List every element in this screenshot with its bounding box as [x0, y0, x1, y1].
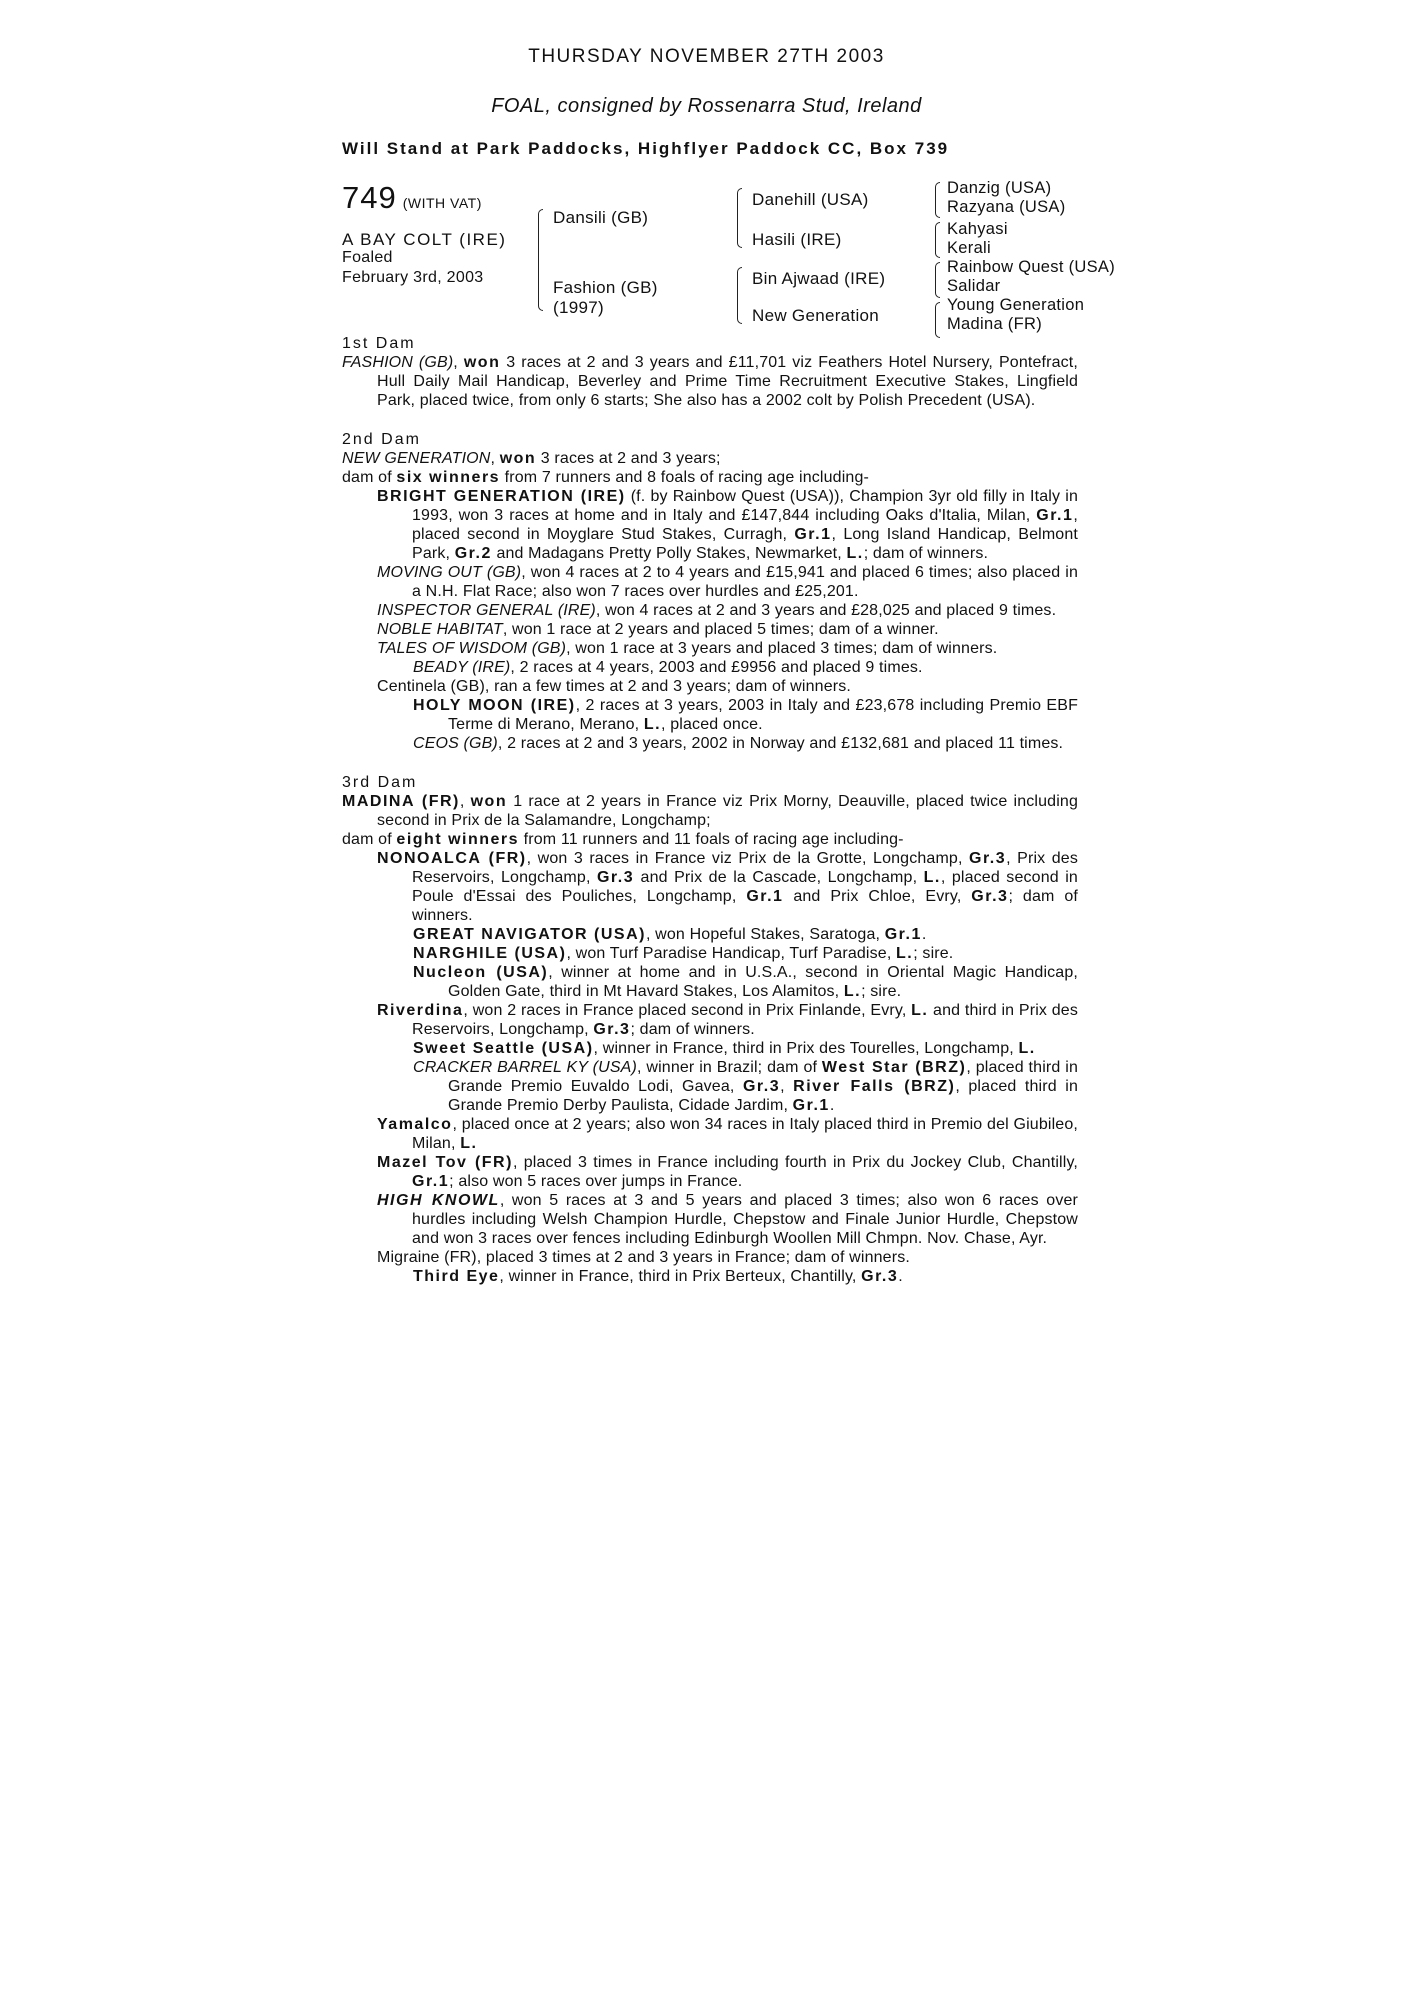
pedigree-sire-sire: Danehill (USA): [752, 190, 869, 209]
text-run: Gr.3: [596, 869, 635, 886]
pedigree-g4: Kerali: [947, 239, 991, 257]
dam-record: [413, 925, 1078, 944]
text-run: , placed once.: [661, 716, 763, 733]
text-run: CEOS (GB): [413, 735, 498, 752]
dam-record: [413, 658, 1078, 677]
text-run: from 7 runners and 8 foals of racing age including-: [500, 469, 869, 486]
text-run: , 2 races at 2 and 3 years, 2002 in Norway and £132,681 and placed 11 times.: [497, 735, 1064, 752]
text-run: West Star (BRZ): [821, 1059, 967, 1076]
text-run: Riverdina: [377, 1002, 464, 1019]
dam-record: [413, 734, 1078, 753]
lot-heading: [342, 180, 482, 216]
dam-record: [377, 1115, 1078, 1153]
foaled-label: Foaled: [342, 249, 393, 266]
dam-record: [342, 792, 1078, 830]
text-run: , placed second in Moyglare Stud Stakes, Curragh,: [412, 507, 1078, 543]
dam-record: [342, 468, 1078, 487]
dam-record: [342, 449, 1078, 468]
text-run: Mazel Tov (FR): [377, 1154, 513, 1171]
stand-location: Will Stand at Park Paddocks, Highflyer Paddock CC, Box 739: [342, 139, 950, 158]
text-run: and Prix de la Cascade, Longchamp,: [634, 869, 924, 886]
text-run: , won 2 races in France placed second in Prix Finlande, Evry,: [463, 1002, 912, 1019]
text-run: won: [499, 450, 537, 467]
dam-line-text: [342, 334, 1078, 1286]
text-run: L.: [1018, 1040, 1036, 1057]
dam-record: [377, 487, 1078, 563]
text-run: INSPECTOR GENERAL (IRE): [377, 602, 596, 619]
text-run: Migraine (FR), placed 3 times at 2 and 3 years in France; dam of winners.: [377, 1249, 910, 1266]
text-run: dam of: [342, 831, 397, 848]
text-run: Third Eye: [413, 1268, 500, 1285]
text-run: and Madagans Pretty Polly Stakes, Newmarket,: [491, 545, 847, 562]
text-run: NONOALCA (FR): [377, 850, 527, 867]
text-run: won: [470, 793, 508, 810]
pedigree-dam-dam: New Generation: [752, 306, 880, 325]
pedigree-brace: [935, 182, 940, 218]
text-run: L.: [911, 1002, 929, 1019]
text-run: ,: [780, 1078, 794, 1095]
text-run: , won 1 race at 3 years and placed 3 times; dam of winners.: [566, 640, 998, 657]
lot-description: A BAY COLT (IRE): [342, 230, 507, 249]
section-heading: 1st Dam: [342, 335, 416, 352]
dam-record: [377, 639, 1078, 658]
pedigree-g6: Salidar: [947, 277, 1001, 295]
text-run: ; also won 5 races over jumps in France.: [449, 1173, 743, 1190]
pedigree-dam-year: (1997): [553, 298, 604, 317]
text-run: (f. by Rainbow Quest (USA)), Champion 3yr old filly in Italy in 1993, won 3 races at home and in Italy and £147,844 including Oaks d'Italia, Milan,: [412, 488, 1079, 524]
text-run: Gr.1: [884, 926, 922, 943]
text-run: eight winners: [396, 831, 520, 848]
text-run: ,: [490, 450, 500, 467]
text-run: TALES OF WISDOM (GB): [377, 640, 567, 657]
pedigree-brace: [737, 267, 742, 324]
text-run: 3 races at 2 and 3 years;: [536, 450, 721, 467]
text-run: Gr.1: [1036, 507, 1074, 524]
section-heading: 2nd Dam: [342, 431, 421, 448]
text-run: Gr.1: [412, 1173, 450, 1190]
dam-record: [377, 620, 1078, 639]
text-run: HIGH KNOWL: [377, 1192, 500, 1209]
foaled-date: February 3rd, 2003: [342, 269, 484, 286]
text-run: BEADY (IRE): [413, 659, 511, 676]
text-run: , won 4 races at 2 and 3 years and £28,025 and placed 9 times.: [595, 602, 1057, 619]
text-run: , won 1 race at 2 years and placed 5 times; dam of a winner.: [502, 621, 939, 638]
text-run: , won Hopeful Stakes, Saratoga,: [645, 926, 885, 943]
dam-record: [377, 1191, 1078, 1248]
text-run: ; dam of winners.: [412, 888, 1079, 924]
text-run: ; sire.: [861, 983, 902, 1000]
pedigree-dam: Fashion (GB): [553, 278, 658, 297]
text-run: , winner at home and in U.S.A., second in Oriental Magic Handicap, Golden Gate, third in Mt Havard Stakes, Los Alamitos,: [448, 964, 1078, 1000]
text-run: Gr.1: [746, 888, 784, 905]
consignment-line: FOAL, consigned by Rossenarra Stud, Ireland: [491, 95, 922, 117]
text-run: L.: [843, 983, 862, 1000]
pedigree-g2: Razyana (USA): [947, 198, 1066, 216]
dam-record: [413, 1039, 1078, 1058]
text-run: Gr.1: [792, 1097, 830, 1114]
text-run: , winner in Brazil; dam of: [636, 1059, 822, 1076]
text-run: , placed 3 times in France including fourth in Prix du Jockey Club, Chantilly,: [512, 1154, 1078, 1171]
text-run: L.: [460, 1135, 478, 1152]
text-run: NOBLE HABITAT: [377, 621, 503, 638]
dam-record: [413, 1058, 1078, 1115]
dam-record: [377, 1153, 1078, 1191]
text-run: NEW GENERATION: [342, 450, 491, 467]
text-run: Gr.3: [971, 888, 1009, 905]
pedigree-dam-sire: Bin Ajwaad (IRE): [752, 269, 886, 288]
text-run: , placed second in Poule d'Essai des Pouliches, Longchamp,: [412, 869, 1078, 905]
pedigree-g1: Danzig (USA): [947, 179, 1052, 197]
text-run: L.: [923, 869, 941, 886]
text-run: MADINA (FR): [342, 793, 460, 810]
dam-record: [413, 696, 1078, 734]
pedigree-g3: Kahyasi: [947, 220, 1008, 238]
dam-record: [377, 601, 1078, 620]
text-run: won: [463, 354, 501, 371]
dam-record: [413, 963, 1078, 1001]
text-run: 1 race at 2 years in France viz Prix Morny, Deauville, placed twice including second in Prix de la Salamandre, Longchamp;: [377, 793, 1078, 829]
text-run: Gr.1: [794, 526, 832, 543]
text-run: and third in Prix des Reservoirs, Longchamp,: [412, 1002, 1078, 1038]
foaled-info: [342, 248, 483, 288]
text-run: NARGHILE (USA): [413, 945, 567, 962]
pedigree-brace: [538, 209, 543, 311]
text-run: ; sire.: [913, 945, 954, 962]
pedigree-sire-dam: Hasili (IRE): [752, 230, 842, 249]
text-run: BRIGHT GENERATION (IRE): [377, 488, 626, 505]
text-run: L.: [643, 716, 662, 733]
text-run: Gr.3: [969, 850, 1007, 867]
text-run: Centinela (GB), ran a few times at 2 and 3 years; dam of winners.: [377, 678, 851, 695]
text-run: FASHION (GB): [342, 354, 454, 371]
dam-record: [377, 1001, 1078, 1039]
text-run: L.: [846, 545, 864, 562]
text-run: and Prix Chloe, Evry,: [783, 888, 972, 905]
dam-record: [413, 1267, 1078, 1286]
text-run: dam of: [342, 469, 397, 486]
text-run: CRACKER BARREL KY (USA): [413, 1059, 637, 1076]
dam-record: [377, 677, 1078, 696]
text-run: , winner in France, third in Prix Berteux, Chantilly,: [499, 1268, 862, 1285]
text-run: .: [829, 1097, 835, 1114]
dam-record: [377, 1248, 1078, 1267]
section-heading: 3rd Dam: [342, 774, 418, 791]
text-run: six winners: [396, 469, 501, 486]
text-run: , winner in France, third in Prix des Tourelles, Longchamp,: [593, 1040, 1019, 1057]
text-run: , placed third in Grande Premio Derby Paulista, Cidade Jardim,: [448, 1078, 1078, 1114]
text-run: 3 races at 2 and 3 years and £11,701 viz Feathers Hotel Nursery, Pontefract, Hull Daily Mail Handicap, Beverley and Prime Time Recruitment Executive Stakes, Lingfield Park, placed twice, from only 6 starts; She also has a 2002 colt by Polish Precedent (USA).: [377, 354, 1078, 409]
dam-record: [342, 353, 1078, 410]
text-run: ,: [459, 793, 471, 810]
lot-number: 749: [342, 180, 397, 215]
text-run: from 11 runners and 11 foals of racing age including-: [519, 831, 904, 848]
text-run: , Long Island Handicap, Belmont Park,: [412, 526, 1078, 562]
text-run: , 2 races at 3 years, 2003 in Italy and £23,678 including Premio EBF Terme di Merano, Merano,: [448, 697, 1078, 733]
sale-date: THURSDAY NOVEMBER 27TH 2003: [528, 46, 885, 67]
pedigree-g7: Young Generation: [947, 296, 1085, 314]
text-run: , placed once at 2 years; also won 34 races in Italy placed third in Premio del Giubileo, Milan,: [412, 1116, 1078, 1152]
pedigree-brace: [935, 262, 940, 298]
text-run: ; dam of winners.: [863, 545, 989, 562]
text-run: , won 5 races at 3 and 5 years and placed 3 times; also won 6 races over hurdles including Welsh Champion Hurdle, Chepstow and Finale Junior Hurdle, Chepstow and won 3 races over fences including Edinburgh Woollen Mill Chmpn. Nov. Chase, Ayr.: [412, 1192, 1079, 1247]
dam-record: [377, 563, 1078, 601]
text-run: Yamalco: [377, 1116, 453, 1133]
text-run: ,: [453, 354, 464, 371]
text-run: , placed third in Grande Premio Euvaldo Lodi, Gavea,: [448, 1059, 1078, 1095]
text-run: Sweet Seattle (USA): [413, 1040, 594, 1057]
text-run: River Falls (BRZ): [793, 1078, 956, 1095]
text-run: , won 4 races at 2 to 4 years and £15,941 and placed 6 times; also placed in a N.H. Flat Race; also won 7 races over hurdles and £25,201.: [412, 564, 1078, 600]
pedigree-g5: Rainbow Quest (USA): [947, 258, 1116, 276]
text-run: L.: [896, 945, 914, 962]
text-run: Nucleon (USA): [413, 964, 549, 981]
dam-record: [413, 944, 1078, 963]
text-run: Gr.3: [593, 1021, 631, 1038]
dam-record: [342, 830, 1078, 849]
pedigree-brace: [737, 188, 742, 248]
text-run: , won Turf Paradise Handicap, Turf Paradise,: [566, 945, 897, 962]
vat-note: (WITH VAT): [402, 195, 482, 211]
pedigree-brace: [935, 222, 940, 258]
text-run: MOVING OUT (GB): [377, 564, 522, 581]
dam-record: [377, 849, 1078, 925]
text-run: GREAT NAVIGATOR (USA): [413, 926, 646, 943]
text-run: HOLY MOON (IRE): [413, 697, 576, 714]
text-run: ; dam of winners.: [630, 1021, 755, 1038]
text-run: Gr.2: [454, 545, 492, 562]
text-run: Gr.3: [861, 1268, 899, 1285]
pedigree-sire: Dansili (GB): [553, 208, 649, 227]
pedigree-g8: Madina (FR): [947, 315, 1042, 333]
text-run: , 2 races at 4 years, 2003 and £9956 and placed 9 times.: [510, 659, 923, 676]
text-run: , won 3 races in France viz Prix de la Grotte, Longchamp,: [526, 850, 970, 867]
text-run: .: [898, 1268, 903, 1285]
text-run: Gr.3: [742, 1078, 781, 1095]
text-run: .: [921, 926, 927, 943]
pedigree-brace: [935, 302, 940, 338]
text-run: , Prix des Reservoirs, Longchamp,: [412, 850, 1079, 886]
